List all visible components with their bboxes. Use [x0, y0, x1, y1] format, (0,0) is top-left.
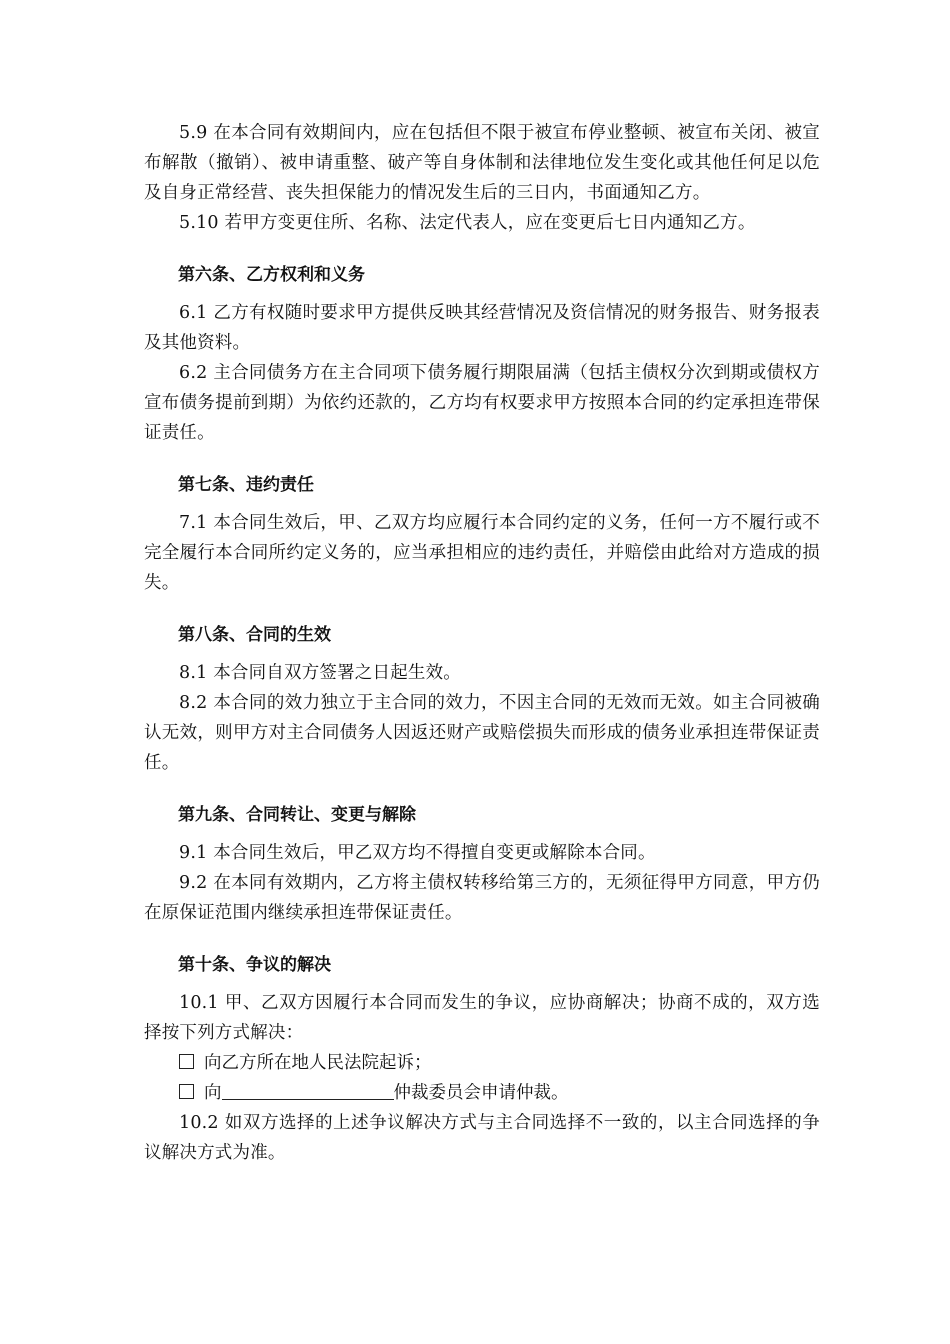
option-court — [144, 1048, 820, 1078]
article-5-continued — [144, 118, 820, 238]
clause-5-10: 5.10 若甲方变更住所、名称、法定代表人，应在变更后七日内通知乙方。 — [179, 213, 756, 233]
clause-8-1: 8.1 本合同自双方签署之日起生效。 — [179, 663, 461, 683]
article-8-heading: 第八条、合同的生效 — [178, 625, 331, 645]
court-option-label: 向乙方所在地人民法院起诉； — [204, 1053, 432, 1073]
clause-7-1: 7.1 本合同生效后，甲、乙双方均应履行本合同约定的义务，任何一方不履行或不完全履行本合同所约定义务的，应当承担相应的违约责任，并赔偿由此给对方造成的损失。 — [144, 513, 820, 593]
article-7 — [144, 470, 820, 598]
article-10-heading: 第十条、争议的解决 — [178, 955, 331, 975]
court-option-checkbox[interactable] — [179, 1054, 194, 1069]
clause-6-2: 6.2 主合同债务方在主合同项下债务履行期限届满（包括主债权分次到期或债权方宣布债务提前到期）为依约还款的，乙方均有权要求甲方按照本合同的约定承担连带保证责任。 — [144, 363, 820, 443]
article-9 — [144, 800, 820, 928]
clause-8-2: 8.2 本合同的效力独立于主合同的效力，不因主合同的无效而无效。如主合同被确认无效，则甲方对主合同债务人因返还财产或赔偿损失而形成的债务业承担连带保证责任。 — [144, 693, 820, 773]
article-6-heading: 第六条、乙方权利和义务 — [178, 265, 365, 285]
contract-body — [144, 118, 820, 1168]
clause-9-1: 9.1 本合同生效后，甲乙双方均不得擅自变更或解除本合同。 — [179, 843, 656, 863]
article-8 — [144, 620, 820, 778]
arbitration-option-suffix: 仲裁委员会申请仲裁。 — [393, 1083, 569, 1103]
arbitration-option-checkbox[interactable] — [179, 1084, 194, 1099]
clause-5-9: 5.9 在本合同有效期间内，应在包括但不限于被宣布停业整顿、被宣布关闭、被宣布解散（撤销）、被申请重整、破产等自身体制和法律地位发生变化或其他任何足以危及自身正常经营、丧失担保能力的情况发生后的三日内，书面通知乙方。 — [144, 123, 820, 203]
arbitration-commission-blank[interactable] — [222, 1080, 394, 1100]
article-9-heading: 第九条、合同转让、变更与解除 — [178, 805, 416, 825]
option-arbitration — [144, 1078, 820, 1108]
arbitration-option-prefix: 向 — [204, 1083, 222, 1103]
article-7-heading: 第七条、违约责任 — [178, 475, 314, 495]
clause-9-2: 9.2 在本同有效期内，乙方将主债权转移给第三方的，无须征得甲方同意，甲方仍在原保证范围内继续承担连带保证责任。 — [144, 873, 820, 923]
clause-10-1: 10.1 甲、乙双方因履行本合同而发生的争议，应协商解决；协商不成的，双方选择按下列方式解决： — [144, 993, 820, 1043]
article-6 — [144, 260, 820, 448]
article-10 — [144, 950, 820, 1168]
clause-6-1: 6.1 乙方有权随时要求甲方提供反映其经营情况及资信情况的财务报告、财务报表及其他资料。 — [144, 303, 820, 353]
clause-10-2: 10.2 如双方选择的上述争议解决方式与主合同选择不一致的，以主合同选择的争议解决方式为准。 — [144, 1113, 820, 1163]
